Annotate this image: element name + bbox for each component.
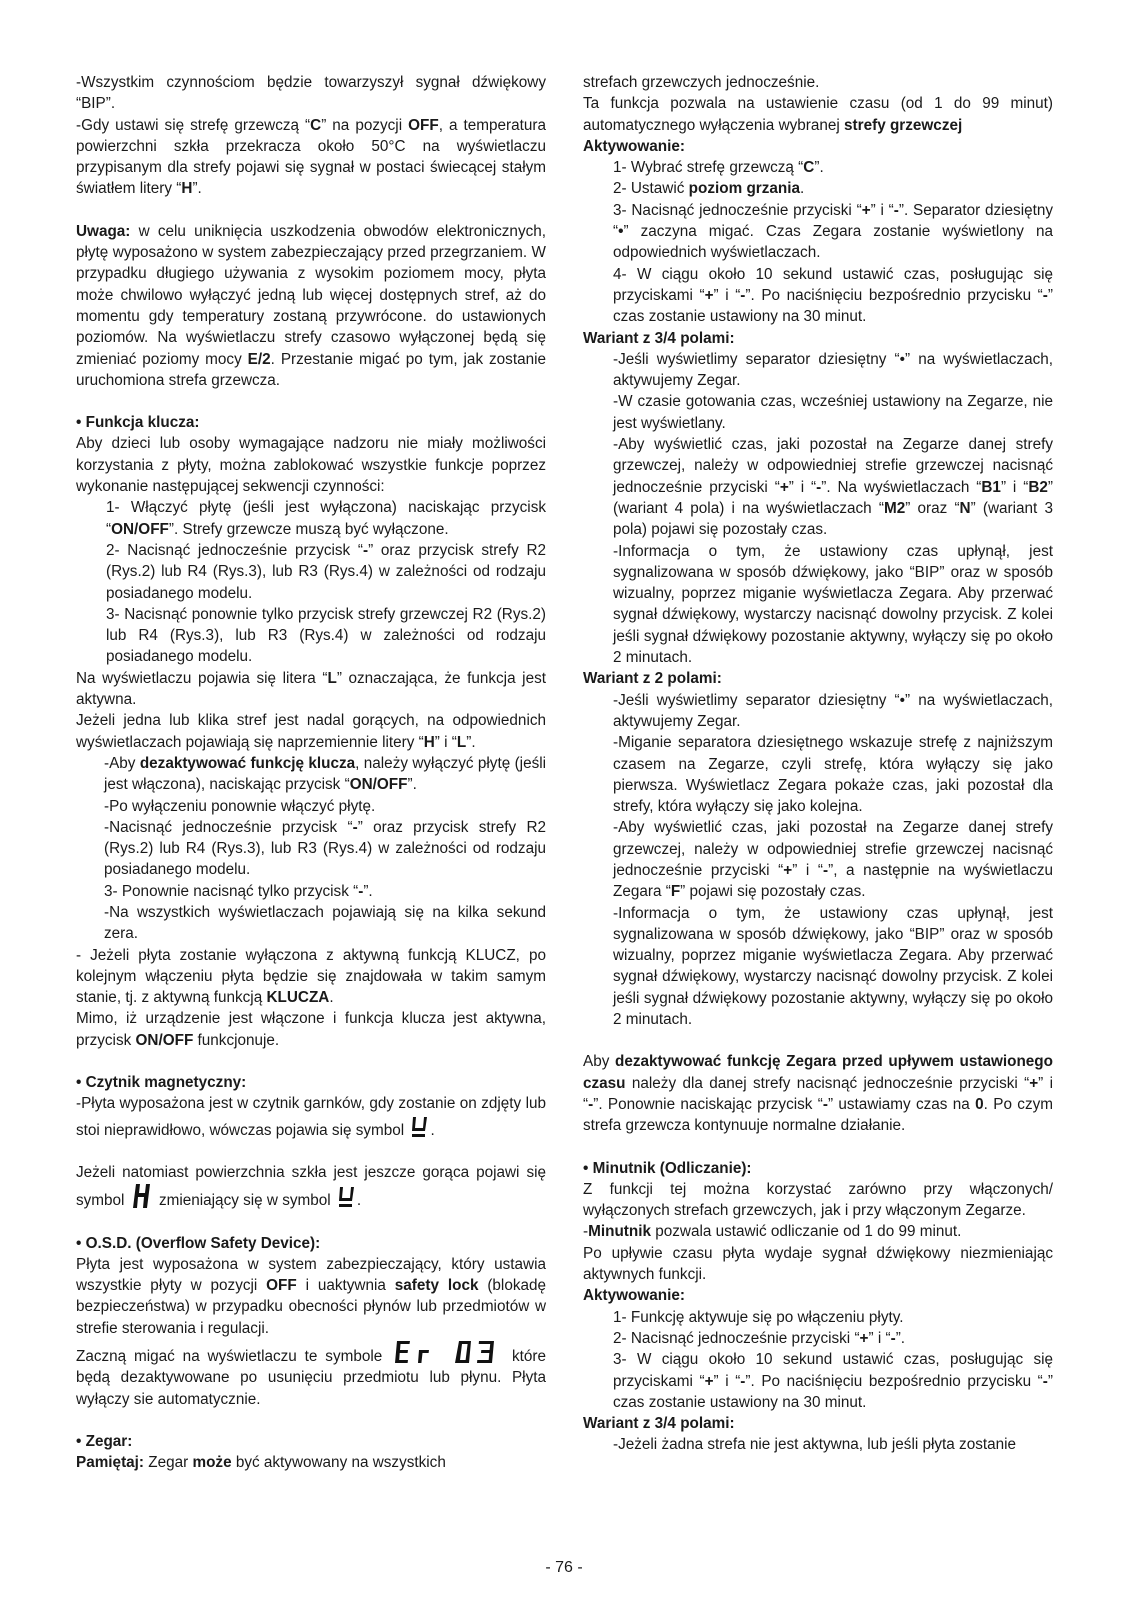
bold-text: + [704, 286, 714, 304]
text-run: • Minutnik (Odliczanie): [583, 1159, 752, 1177]
bold-text: safety lock [394, 1277, 479, 1295]
text-run: ”. [407, 776, 417, 794]
text-run: • Zegar: [76, 1432, 133, 1450]
paragraph [76, 710, 546, 753]
text-run: pozwala ustawić odliczanie od 1 do 99 minut. [651, 1223, 962, 1241]
paragraph [76, 72, 546, 115]
bold-text: - [588, 1095, 594, 1113]
text-run: Wariant z 3/4 polami: [583, 1415, 735, 1433]
text-run: -Aby [104, 754, 140, 772]
text-run: ”. Separator dziesiętny “ [613, 201, 1054, 241]
bold-text: C [310, 116, 322, 134]
bold-text: N [959, 499, 971, 517]
paragraph [583, 72, 1053, 93]
bold-text: - [740, 286, 746, 304]
bold-text: Uwaga: [76, 222, 131, 240]
bold-text: L [456, 733, 467, 751]
text-run: -Informacja o tym, że ustawiony czas upłynął, jest sygnalizowana w sposób dźwiękowy, jako “BIP” oraz w sposób wizualny, poprzez miganie wyświetlacza Zegara. Aby przerwać sygnał dźwiękowy, wystarczy nacisnąć dowolny przycisk. Z kolei jeśli sygnał dźwiękowy pozostanie aktywny, wyłączy się po około 2 minutach. [613, 542, 1053, 667]
bold-text: + [783, 861, 793, 879]
section-heading [583, 668, 1053, 689]
display-h-symbol-icon [132, 1183, 152, 1209]
paragraph [76, 221, 546, 391]
bold-text: Minutnik [588, 1223, 651, 1241]
text-run: ”. [466, 733, 476, 751]
text-run: (blokadę bezpieczeństwa) w przypadku obecności płynów lub przedmiotów w strefie sterowania i regulacji. [76, 1277, 547, 1337]
text-run: Wariant z 3/4 polami: [583, 329, 735, 347]
display-er-03-symbol-icon [393, 1339, 501, 1365]
paragraph [76, 1452, 546, 1473]
paragraph [583, 157, 1053, 178]
bold-text: 0 [975, 1095, 984, 1113]
text-run: ” zaczyna migać. Czas Zegara zostanie wyświetlony na odpowiednich wyświetlaczach. [613, 223, 1053, 262]
bold-text: OFF [266, 1277, 297, 1295]
section-heading [76, 1072, 546, 1093]
text-run: ” i “ [713, 286, 741, 304]
paragraph [76, 540, 546, 604]
paragraph [583, 1307, 1053, 1328]
text-run: Po upływie czasu płyta wydaje sygnał dźwiękowy niezmieniając aktywnych funkcji. [583, 1244, 1053, 1284]
paragraph [76, 817, 546, 881]
text-run: ” czas zostanie ustawiony na 30 minut. [613, 1372, 1053, 1411]
text-run: ” i “ [713, 1372, 741, 1390]
display-u-symbol-icon [338, 1185, 354, 1209]
text-run: • Funkcja klucza: [76, 414, 200, 432]
text-run: Płyta jest wyposażona w system zabezpieczający, który ustawia wszystkie płyty w pozycji [76, 1255, 546, 1295]
bold-text: może [192, 1454, 232, 1472]
paragraph [583, 1349, 1053, 1413]
text-run: ” i “ [868, 1329, 891, 1347]
text-run: 1- Wybrać strefę grzewczą “ [613, 159, 804, 177]
text-run: Aktywowanie: [583, 137, 685, 155]
text-run: Mimo, iż urządzenie jest włączone i funkcja klucza jest aktywna, przycisk [76, 1010, 546, 1049]
paragraph [583, 264, 1053, 328]
text-run: Wariant z 2 polami: [583, 670, 722, 688]
paragraph [76, 604, 546, 668]
left-column [76, 72, 546, 1474]
paragraph [583, 178, 1053, 199]
paragraph [583, 541, 1053, 669]
text-run: ” i “ [583, 1074, 1054, 1113]
paragraph [76, 796, 546, 817]
text-run: Zegar [144, 1454, 193, 1472]
text-run: -Po wyłączeniu ponownie włączyć płytę. [104, 797, 376, 815]
bold-text: + [861, 201, 871, 219]
bold-text: ON/OFF [349, 776, 408, 794]
bold-text: L [327, 669, 337, 687]
text-run: ”. [192, 180, 202, 198]
bold-text: - [1042, 286, 1048, 304]
text-run: być aktywowany na wszystkich [231, 1454, 446, 1472]
bold-text: - [363, 541, 369, 559]
paragraph [583, 434, 1053, 540]
text-run: , a temperatura powierzchni szkła przekracza około 50°C na wyświetlaczu przypisanym dla strefy pojawi się sygnał w postaci świecącej stałym światłem litery “ [76, 116, 546, 198]
text-run: ”. Na wyświetlaczach “ [821, 478, 982, 496]
text-run: -Aby wyświetlić czas, jaki pozostał na Zegarze danej strefy grzewczej, należy w odpowiedniej strefie grzewczej nacisnąć jednocześnie przyciski “ [613, 819, 1053, 879]
bold-text: B1 [981, 478, 1001, 496]
bold-text: - [352, 818, 358, 836]
text-run: -Jeżeli żadna strefa nie jest aktywna, lub jeśli płyta zostanie [613, 1436, 1017, 1454]
text-run: ”. [895, 1329, 906, 1347]
display-u-symbol-icon [411, 1115, 427, 1139]
text-run: 2- Ustawić [613, 180, 689, 198]
text-run: ”. Ponownie naciskając przycisk “ [593, 1095, 823, 1113]
text-run: Z funkcji tej można korzystać zarówno przy włączonych/ wyłączonych strefach grzewczych, jak i przy włączonym Zegarze. [583, 1180, 1053, 1220]
paragraph [76, 497, 546, 540]
text-run: -Miganie separatora dziesiętnego wskazuje strefę z najniższym czasem na Zegarze, czyli strefę, która wyłączy się jako pierwsza. Wyświetlacz Zegara pokaże czas, jaki pozostał dla strefy, która wyłączy się jako kolejna. [613, 734, 1053, 816]
text-run: ” (wariant 4 pola) i na wyświetlaczach “ [613, 478, 1053, 517]
text-run: ” oraz “ [905, 499, 960, 517]
section-heading [583, 1158, 1053, 1179]
text-run: , należy wyłączyć płytę (jeśli jest włączona), naciskając przycisk “ [104, 754, 547, 794]
text-run: ” i “ [870, 201, 894, 219]
paragraph [76, 902, 546, 945]
text-run: w celu uniknięcia uszkodzenia obwodów elektronicznych, płytę wyposażono w system zabezpieczający przed przegrzaniem. W przypadku długiego używania z wysokim poziomem mocy, płyta może chwilowo wyłączyć jedną lub więcej dostępnych stref, aż do momentu gdy temperatury zostaną przywrócone. do ustawionych poziomów. Na wyświetlaczu strefy czasowo wyłączonej będą się zmieniać poziomy mocy [76, 222, 546, 368]
paragraph [583, 732, 1053, 817]
text-run: - [583, 1223, 589, 1241]
paragraph [76, 115, 546, 200]
bold-text: F [670, 883, 681, 901]
text-run: ”. [363, 882, 373, 900]
section-heading [583, 136, 1053, 157]
paragraph [583, 903, 1053, 1031]
bold-text: Pamiętaj: [76, 1454, 145, 1472]
bold-text: + [779, 478, 789, 496]
text-run: Aktywowanie: [583, 1287, 685, 1305]
bold-text: - [823, 861, 829, 879]
bold-text: dezaktywować funkcję klucza [139, 754, 356, 772]
text-run: ”. [814, 159, 824, 177]
text-run: ”. Po naciśnięciu bezpośrednio przycisku “ [745, 1372, 1043, 1390]
text-run: funkcjonuje. [193, 1031, 280, 1049]
paragraph [76, 668, 546, 711]
text-run: . Przestanie migać po tym, jak zostanie uruchomiona strefa grzewcza. [76, 350, 546, 389]
section-heading [583, 1413, 1053, 1434]
text-run: Zaczną migać na wyświetlaczu te symbole [76, 1348, 391, 1366]
text-run: 3- Nacisnąć jednocześnie przyciski “ [613, 201, 862, 219]
text-run: 3- W ciągu około 10 sekund ustawić czas, posługując się przyciskami “ [613, 1351, 1053, 1390]
paragraph [583, 1051, 1053, 1136]
paragraph [583, 817, 1053, 902]
paragraph [76, 1093, 546, 1141]
bold-text: - [1042, 1372, 1048, 1390]
paragraph [76, 1008, 546, 1051]
paragraph [76, 881, 546, 902]
text-run: -Gdy ustawi się strefę grzewczą “ [76, 116, 311, 134]
text-run: . [800, 180, 805, 198]
text-run: należy dla danej strefy nacisnąć jednocześnie przyciski “ [625, 1074, 1030, 1092]
section-heading [583, 328, 1053, 349]
section-heading [76, 1233, 546, 1254]
text-run: które będą dezaktywowane po usunięciu przedmiotu lub płynu. Płyta wyłączy sie automatycznie. [76, 1348, 546, 1408]
text-run: ” pojawi się pozostały czas. [680, 883, 866, 901]
bold-text: H [181, 180, 193, 198]
bold-text: + [859, 1329, 869, 1347]
paragraph [583, 349, 1053, 392]
bold-text: - [893, 201, 899, 219]
text-run: -W czasie gotowania czas, wcześniej ustawiony na Zegarze, nie jest wyświetlany. [613, 393, 1053, 432]
right-column [583, 72, 1053, 1456]
text-run: • O.S.D. (Overflow Safety Device): [76, 1234, 321, 1252]
text-run: . [430, 1121, 435, 1139]
text-run: Jeżeli natomiast powierzchnia szkła jest jeszcze gorąca pojawi się symbol [76, 1163, 546, 1210]
text-run: 3- Ponownie nacisnąć tylko przycisk “ [104, 882, 359, 900]
text-run: . [356, 1192, 362, 1210]
text-run: -Nacisnąć jednocześnie przycisk “ [104, 818, 353, 836]
bold-text: ON/OFF [135, 1031, 194, 1049]
paragraph [583, 1434, 1053, 1455]
bold-text: ON/OFF [111, 520, 169, 538]
bold-text: • [618, 223, 624, 241]
bold-text: H [423, 733, 435, 751]
text-run: ”, a następnie na wyświetlaczu Zegara “ [613, 861, 1054, 901]
text-run: Aby [583, 1053, 616, 1071]
text-run: . Po czym strefa grzewcza kontynuuje normalne działanie. [583, 1095, 1053, 1135]
paragraph [583, 1221, 1053, 1242]
bold-text: M2 [883, 499, 906, 517]
section-heading [583, 1285, 1053, 1306]
text-run: i uaktywnia [296, 1277, 395, 1295]
bold-text: E/2 [247, 350, 271, 368]
text-run: • Czytnik magnetyczny: [76, 1074, 247, 1092]
section-heading [76, 1431, 546, 1452]
paragraph [76, 753, 546, 796]
paragraph [583, 391, 1053, 434]
section-heading [76, 412, 546, 433]
bold-text: + [1029, 1074, 1039, 1092]
text-run: -Płyta wyposażona jest w czytnik garnków, gdy zostanie on zdjęty lub stoi nieprawidłowo, wówczas pojawia się symbol [76, 1095, 546, 1139]
bold-text: B2 [1028, 478, 1048, 496]
bold-text: poziom grzania [688, 180, 800, 198]
bold-text: strefy grzewczej [844, 116, 963, 134]
paragraph [583, 93, 1053, 136]
text-run: Jeżeli jedna lub klika stref jest nadal gorących, na odpowiednich wyświetlaczach pojawiają się naprzemiennie litery “ [76, 712, 546, 751]
bold-text: - [890, 1329, 896, 1347]
bold-text: - [816, 478, 822, 496]
paragraph [583, 1243, 1053, 1286]
page-number: - 76 - [545, 1559, 583, 1576]
text-run: ” i “ [434, 733, 457, 751]
text-run: Aby dzieci lub osoby wymagające nadzoru nie miały możliwości korzystania z płyty, można zablokować wszystkie funkcje poprzez wykonanie następującej sekwencji czynności: [76, 435, 546, 496]
text-run: -Na wszystkich wyświetlaczach pojawiają się na kilka sekund zera. [104, 903, 546, 943]
text-run: - Jeżeli płyta zostanie wyłączona z aktywną funkcją KLUCZ, po kolejnym włączeniu płyta będzie się znajdowała w takim samym stanie, tj. z aktywną funkcją [76, 946, 546, 1007]
bold-text: - [358, 882, 364, 900]
text-run: ” i “ [788, 478, 817, 496]
paragraph [583, 1179, 1053, 1222]
bold-text: OFF [408, 116, 439, 134]
text-run: ” oraz przycisk strefy R2 (Rys.2) lub R4 (Rys.3), lub R3 (Rys.4) w zależności od rodzaju posiadanego modelu. [104, 818, 547, 879]
text-run: 1- Włączyć płytę (jeśli jest wyłączona) naciskając przycisk “ [106, 499, 546, 538]
text-run: 3- Nacisnąć ponownie tylko przycisk strefy grzewczej R2 (Rys.2) lub R4 (Rys.3), lub R3 (Rys.4) w zależności od rodzaju posiadanego modelu. [106, 605, 546, 666]
text-run: ” ustawiamy czas na [827, 1095, 976, 1113]
text-run: Ta funkcja pozwala na ustawienie czasu (od 1 do 99 minut) automatycznego wyłączenia wybranej [583, 95, 1053, 134]
text-run: ” i “ [792, 861, 823, 879]
text-run: 2- Nacisnąć jednocześnie przyciski “ [613, 1329, 860, 1347]
text-run: -Informacja o tym, że ustawiony czas upłynął, jest sygnalizowana w sposób dźwiękowy, jako “BIP” oraz w sposób wizualny, poprzez miganie wyświetlacza Zegara. Aby przerwać sygnał dźwiękowy, wystarczy nacisnąć dowolny przycisk. Z kolei jeśli sygnał dźwiękowy pozostanie aktywny, wyłączy się po około 2 minutach. [613, 904, 1053, 1029]
text-run: . [329, 989, 334, 1007]
text-run: ”. Strefy grzewcze muszą być wyłączone. [168, 520, 449, 538]
paragraph [76, 1162, 546, 1212]
text-run: ” czas zostanie ustawiony na 30 minut. [613, 286, 1053, 326]
text-run: strefach grzewczych jednocześnie. [583, 74, 820, 91]
text-run: Na wyświetlaczu pojawia się litera “ [76, 669, 328, 687]
text-run: -Jeśli wyświetlimy separator dziesiętny “•” na wyświetlaczach, aktywujemy Zegar. [613, 350, 1053, 390]
text-run: ” na pozycji [321, 116, 409, 134]
bold-text: - [822, 1095, 828, 1113]
bold-text: + [704, 1372, 714, 1390]
paragraph [583, 1328, 1053, 1349]
text-run: 4- W ciągu około 10 sekund ustawić czas, posługując się przyciskami “ [613, 265, 1053, 304]
text-run: ” oznaczająca, że funkcja jest aktywna. [76, 669, 546, 709]
text-run: zmieniający się w symbol [154, 1192, 335, 1210]
bold-text: C [803, 159, 815, 177]
text-run: ”. Po naciśnięciu bezpośrednio przycisku “ [745, 286, 1043, 304]
paragraph [583, 690, 1053, 733]
text-run: -Jeśli wyświetlimy separator dziesiętny “•” na wyświetlaczach, aktywujemy Zegar. [613, 691, 1053, 730]
bold-text: KLUCZA [266, 989, 330, 1007]
text-run: ” (wariant 3 pola) pojawi się pozostały czas. [613, 499, 1053, 539]
paragraph [76, 433, 546, 497]
paragraph [76, 1339, 546, 1410]
text-run: 1- Funkcję aktywuje się po włączeniu płyty. [613, 1308, 904, 1326]
paragraph [76, 1254, 546, 1339]
bold-text: dezaktywować funkcję Zegara przed upływem ustawionego czasu [583, 1053, 1053, 1092]
text-run: ” i “ [1000, 478, 1029, 496]
text-run: -Aby wyświetlić czas, jaki pozostał na Zegarze danej strefy grzewczej, należy w odpowiedniej strefie grzewczej nacisnąć jednocześnie przyciski “ [613, 436, 1053, 496]
paragraph [76, 945, 546, 1009]
text-run: 2- Nacisnąć jednocześnie przycisk “ [106, 541, 363, 559]
bold-text: - [740, 1372, 746, 1390]
text-run: ” oraz przycisk strefy R2 (Rys.2) lub R4 (Rys.3), lub R3 (Rys.4) w zależności od rodzaju posiadanego modelu. [106, 541, 546, 602]
paragraph [583, 200, 1053, 264]
text-run: -Wszystkim czynnościom będzie towarzyszył sygnał dźwiękowy “BIP”. [76, 74, 546, 113]
